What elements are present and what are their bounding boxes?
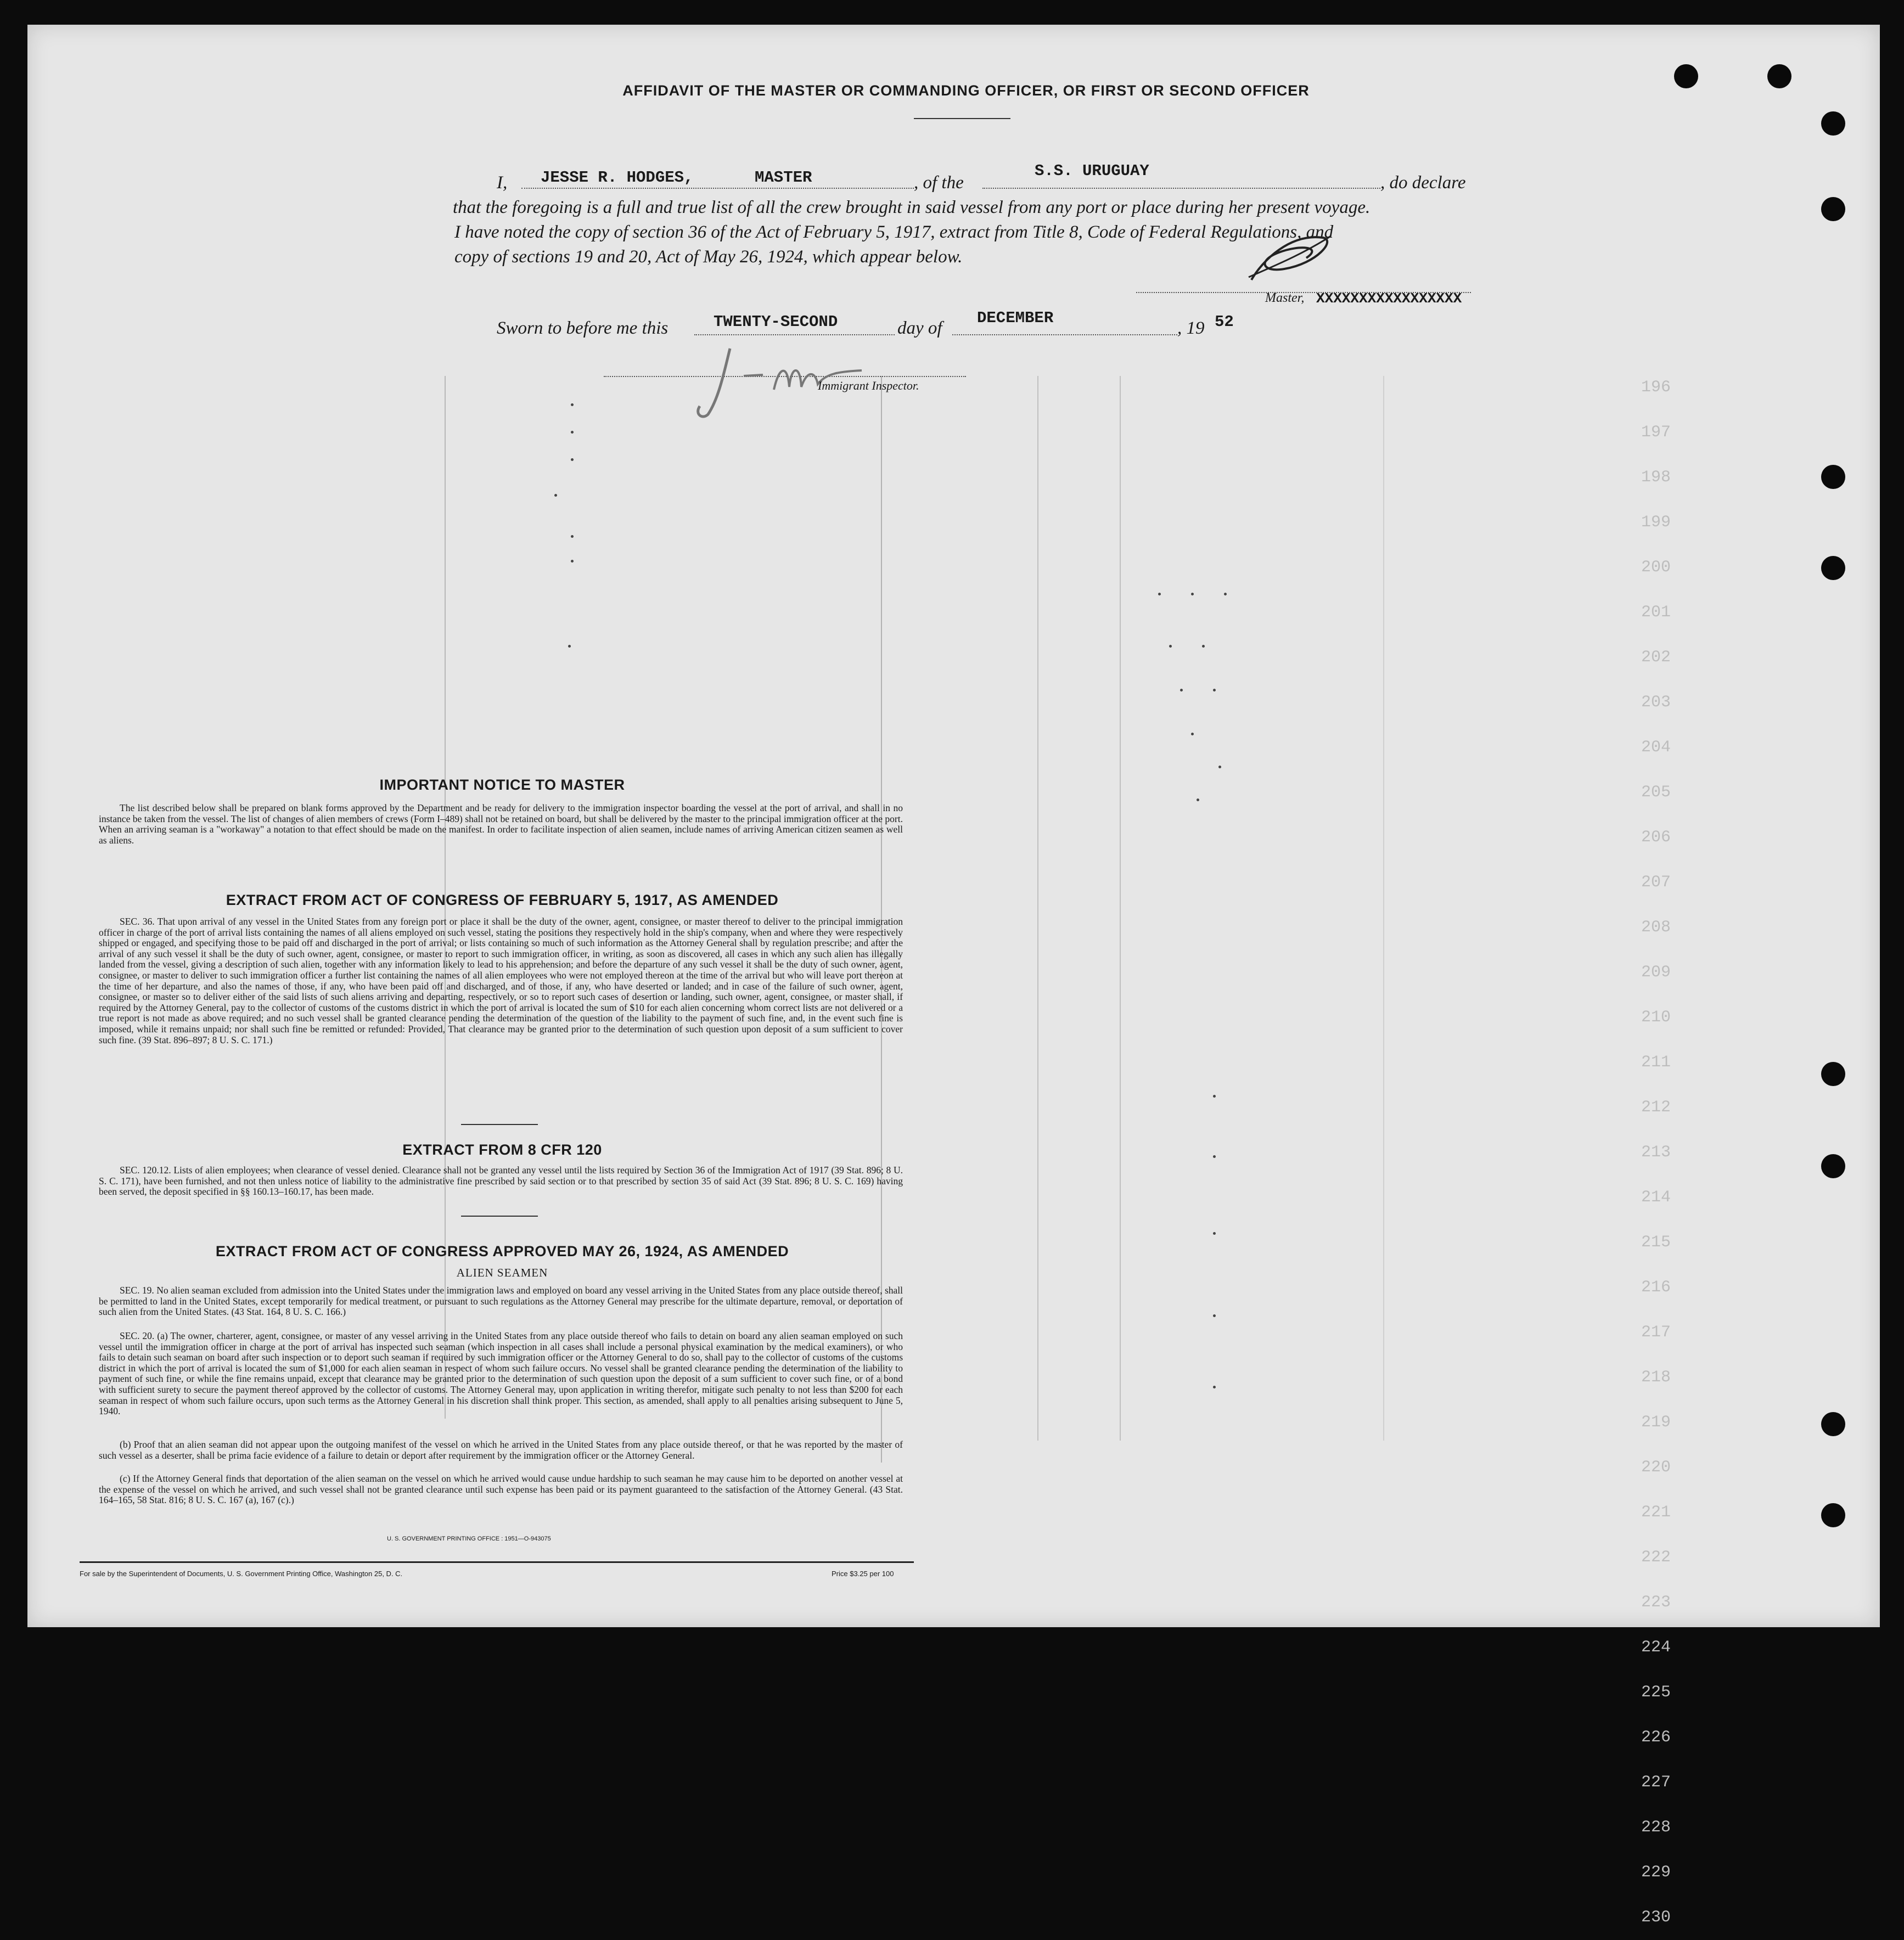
year-suffix: 52 — [1215, 313, 1234, 331]
binder-hole — [1821, 556, 1845, 580]
gpo-imprint: U. S. GOVERNMENT PRINTING OFFICE : 1951—O-943075 — [387, 1536, 551, 1542]
section-rule — [461, 1216, 538, 1217]
guide-dot — [1213, 1155, 1216, 1158]
sec-19-text: SEC. 19. No alien seaman excluded from admission into the United States under the immigration laws and employed on board any vessel arriving in the United States from any place outside thereof, shall be permitted to land in the United States, except temporarily for medical treatment, or pursuant to such regulations as the Attorney General may prescribe for the ultimate departure, removal, or deportation of such alien from the United States. (43 Stat. 164, 8 U. S. C. 166.) — [99, 1285, 903, 1318]
guide-dot — [1197, 799, 1199, 801]
guide-dot — [1213, 1314, 1216, 1317]
binder-hole — [1821, 465, 1845, 489]
guide-dot — [554, 494, 557, 497]
do-declare-label: , do declare — [1380, 173, 1466, 193]
sworn-prefix: Sworn to before me this — [497, 318, 669, 338]
guide-dot — [571, 560, 574, 563]
affidavit-line-2: that the foregoing is a full and true list of all the crew brought in said vessel from any port or place during her present voyage. — [453, 198, 1371, 217]
guide-dot — [568, 645, 571, 648]
bleed-through-line — [1037, 376, 1038, 1441]
master-name: JESSE R. HODGES, — [541, 168, 694, 187]
sec-20a-text: SEC. 20. (a) The owner, charterer, agent, consignee, or master of any vessel arriving in the United States from any place outside thereof who fails to detain on board any alien seaman employed on such vessel until the immigration officer in charge at the port of arrival has inspected such seaman (which inspection in all cases shall include a personal physical examination by the medical examiners), or who fails to detain such seaman on board after such inspection or to deport such seaman if required by such immigration officer or the Attorney General to do so, shall pay to the collector of customs of the customs district in which the port of arrival is located the sum of $1,000 for each alien seaman in respect of whom such failure occurs. No vessel shall be granted clearance pending the determination of the liability to payment of such fine, or while the fine remains unpaid, except that clearance may be granted prior to the determination of such question upon the deposit of a sum sufficient to cover such fine, or of a bond with sufficient surety to secure the payment thereof approved by the collector of customs. The Attorney General may, upon application in writing therefor, mitigate such penalty to not less than $200 for each seaman in respect of whom such failure occurs, upon such terms as the Attorney General in his discretion shall think proper. This section, as amended, shall apply to all penalties arising subsequent to June 5, 1940. — [99, 1330, 903, 1417]
affidavit-line-4: copy of sections 19 and 20, Act of May 26, 1924, which appear below. — [454, 247, 963, 267]
extract-cfr-title: EXTRACT FROM 8 CFR 120 — [402, 1141, 602, 1158]
binder-hole — [1821, 1412, 1845, 1436]
guide-dot — [1191, 593, 1194, 595]
day-of-label: day of — [897, 318, 942, 338]
year-prefix: , 19 — [1177, 318, 1205, 338]
binder-hole — [1821, 1062, 1845, 1086]
guide-dot — [1158, 593, 1161, 595]
sworn-month: DECEMBER — [977, 309, 1054, 327]
guide-dot — [1218, 766, 1221, 768]
guide-dot — [571, 458, 574, 461]
sec-20b-text: (b) Proof that an alien seaman did not appear upon the outgoing manifest of the vessel on which he arrived in the United States from any place outside thereof, or that he was reported by the master of such vessel as a deserter, shall be prima facie evidence of a failure to detain or deport after requirement by the immigration officer or the Attorney General. — [99, 1439, 903, 1461]
extract-1924-title: EXTRACT FROM ACT OF CONGRESS APPROVED MAY 26, 1924, AS AMENDED — [215, 1243, 789, 1259]
of-the-label: , of the — [914, 173, 964, 193]
footer-rule — [80, 1561, 914, 1563]
extract-1917-text: SEC. 36. That upon arrival of any vessel in the United States from any foreign port or place it shall be the duty of the owner, agent, consignee, or master thereof to deliver to the principal immigration officer in charge of the port of arrival lists containing the names of all aliens employed on such vessel, stating the positions they respectively hold in the ship's company, when and where they were respectively shipped or engaged, and specifying those to be paid off and discharged in the port of arrival; or lists containing so much of such information as the Attorney General shall by regulation prescribe; and after the arrival of any such vessel it shall be the duty of such owner, agent, consignee, or master to report to such immigration officer, in writing, as soon as discovered, all cases in which any such alien has illegally landed from the vessel, giving a description of such alien, together with any information likely to lead to his apprehension; and before the departure of any such vessel it shall be the duty of such owner, agent, consignee, or master to deliver to such immigration officer a further list containing the names of all alien employees who were not employed thereon at the time of the arrival but who will leave port thereon at the time of her departure, and also the names of those, if any, who have been paid off and discharged, and of those, if any, who have deserted or landed; and in case of the failure of such owner, agent, consignee, or master so to deliver either of the said lists of such aliens arriving and departing, respectively, or so to report such cases of desertion or landing, such owner, agent, consignee, or master shall, if required by the Attorney General, pay to the collector of customs of the customs district in which the port of arrival is located the sum of $10 for each alien concerning whom correct lists are not delivered or a true report is not made as above required; and no such vessel shall be granted clearance pending the determination of the question of the liability to the payment of such fine, and, in the event such fine is imposed, while it remains unpaid; nor shall such fine be remitted or refunded: Provided, That clearance may be granted prior to the determination of such question upon deposit of a sum sufficient to cover such fine. (39 Stat. 896–897; 8 U. S. C. 171.) — [99, 916, 903, 1045]
bleed-through-line — [1120, 376, 1121, 1441]
guide-dot — [571, 431, 574, 434]
sale-notice: For sale by the Superintendent of Documents, U. S. Government Printing Office, Washington 25, D. C. — [80, 1570, 403, 1578]
inspector-label: Immigrant Inspector. — [818, 379, 919, 392]
price-notice: Price $3.25 per 100 — [832, 1570, 894, 1578]
guide-dot — [571, 535, 574, 538]
bleed-through-numbers: 196 197 198 199 200 201 202 203 204 205 206 207 208 209 210 211 212 213 214 215 216 217 218 219 220 221 222 223 224 225 226 227 228 229 230 — [1641, 378, 1671, 1927]
sworn-day: TWENTY-SECOND — [714, 313, 838, 331]
notice-text: The list described below shall be prepared on blank forms approved by the Department and be ready for delivery to the immigration inspector boarding the vessel at the port of arrival, and shall in no instance be taken from the vessel. The list of changes of alien members of crews (Form I–489) shall not be retained on board, but shall be delivered by the master to the principal immigration officer at the port. When an arriving seaman is a "workaway" a notation to that effect should be made on the manifest. In order to facilitate inspection of alien seamen, include names of arriving American citizen seamen as well as aliens. — [99, 802, 903, 846]
guide-dot — [1213, 1386, 1216, 1388]
guide-dot — [1180, 689, 1183, 691]
title-rule — [914, 118, 1010, 119]
master-title-struck: XXXXXXXXXXXXXXXXX — [1316, 290, 1462, 307]
affidavit-title: AFFIDAVIT OF THE MASTER OR COMMANDING OFFICER, OR FIRST OR SECOND OFFICER — [622, 82, 1310, 99]
guide-dot — [571, 403, 574, 406]
extract-cfr-text: SEC. 120.12. Lists of alien employees; when clearance of vessel denied. Clearance shall not be granted any vessel until the lists required by Section 36 of the Immigration Act of 1917 (39 Stat. 896; 8 U. S. C. 171), have been furnished, and not then unless notice of liability to the administrative fine prescribed by said section or to that prescribed by section 35 of said Act (39 Stat. 896; 8 U. S. C. 169) having been served, the deposit specified in §§ 160.13–160.17, has been made. — [99, 1165, 903, 1197]
guide-dot — [1213, 1232, 1216, 1235]
extract-1924-subtitle: ALIEN SEAMEN — [456, 1266, 548, 1279]
binder-hole — [1821, 111, 1845, 136]
master-rank: MASTER — [755, 168, 812, 187]
binder-hole — [1674, 64, 1698, 88]
guide-dot — [1191, 733, 1194, 735]
notice-title: IMPORTANT NOTICE TO MASTER — [379, 777, 625, 793]
affidavit-pronoun: I, — [497, 173, 508, 193]
binder-hole — [1767, 64, 1791, 88]
master-signature — [1240, 228, 1334, 288]
vessel-name: S.S. URUGUAY — [1035, 162, 1149, 180]
guide-dot — [1169, 645, 1172, 648]
bleed-through-line — [1383, 376, 1384, 1441]
master-label: Master, — [1265, 291, 1305, 305]
affidavit-line-3: I have noted the copy of section 36 of the Act of February 5, 1917, extract from Title 8, Code of Federal Regulations, and — [454, 222, 1334, 242]
guide-dot — [1213, 689, 1216, 691]
binder-hole — [1821, 197, 1845, 221]
section-rule — [461, 1124, 538, 1125]
sec-20c-text: (c) If the Attorney General finds that deportation of the alien seaman on the vessel on which he arrived would cause undue hardship to such seaman he may cause him to be deported on another vessel at the expense of the vessel on which he arrived, and such vessel shall not be granted clearance until such expense has been paid or its payment guaranteed to the satisfaction of the Attorney General. (43 Stat. 164–165, 58 Stat. 816; 8 U. S. C. 167 (a), 167 (c).) — [99, 1473, 903, 1506]
guide-dot — [1202, 645, 1205, 648]
binder-hole — [1821, 1154, 1845, 1178]
document-page — [27, 25, 1880, 1927]
guide-dot — [1213, 1095, 1216, 1098]
guide-dot — [1224, 593, 1227, 595]
extract-1917-title: EXTRACT FROM ACT OF CONGRESS OF FEBRUARY 5, 1917, AS AMENDED — [226, 892, 779, 908]
binder-hole — [1821, 1503, 1845, 1527]
